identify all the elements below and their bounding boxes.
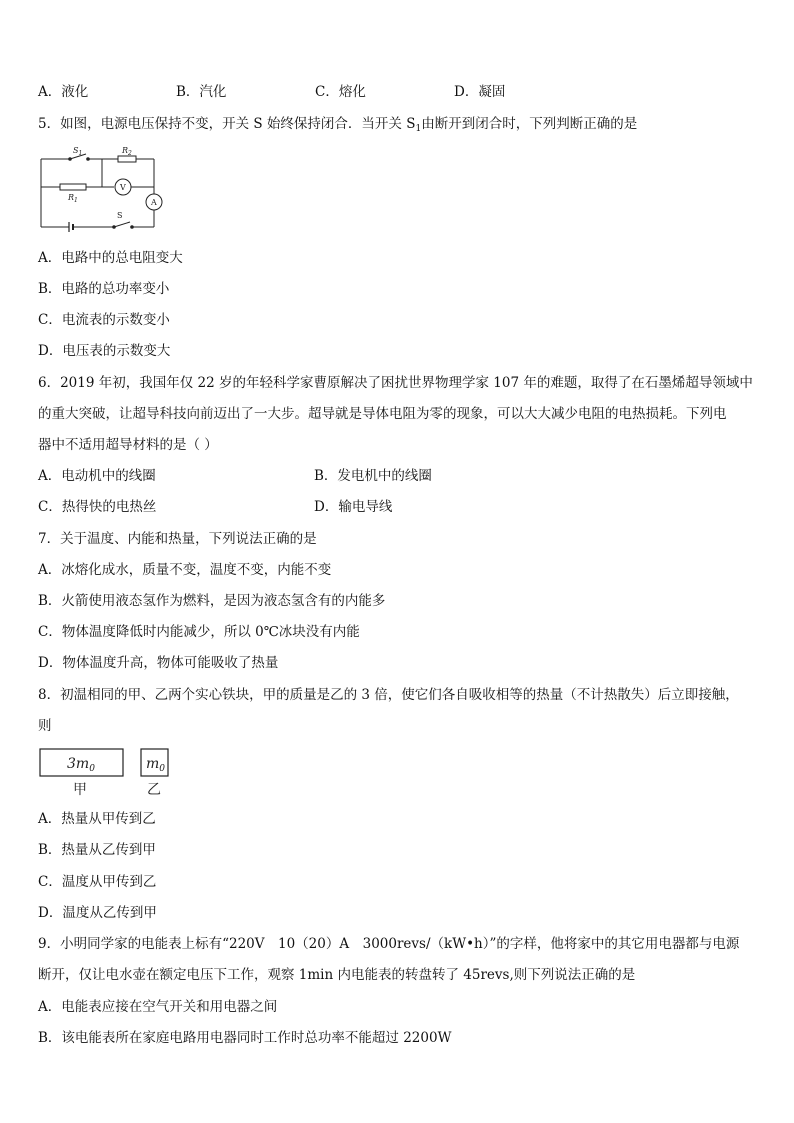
q6-option-a: A．电动机中的线圈 <box>38 468 156 484</box>
q5-stem-part-b: 由断开到闭合时，下列判断正确的是 <box>421 116 638 132</box>
q7-option-a: A．冰熔化成水，质量不变，温度不变，内能不变 <box>38 562 332 578</box>
q5-stem-part-a: 5．如图，电源电压保持不变，开关 S 始终保持闭合．当开关 S <box>38 116 416 132</box>
q4-option-b: B．汽化 <box>176 84 227 100</box>
q8-option-d: D．温度从乙传到甲 <box>38 905 157 921</box>
q8-option-a: A．热量从甲传到乙 <box>38 811 156 827</box>
r2-resistor <box>118 156 136 162</box>
q7-option-b: B．火箭使用液态氢作为燃料，是因为液态氢含有的内能多 <box>38 593 386 609</box>
block-yi-mass: m <box>146 756 160 772</box>
s1-label-sub: 1 <box>78 150 83 157</box>
q8-stem-line-1: 8．初温相同的甲、乙两个实心铁块，甲的质量是乙的 3 倍，使它们各自吸收相等的热量（不计热散失）后立即接触， <box>38 687 739 703</box>
q4-option-c: C．熔化 <box>315 84 366 100</box>
q7-stem: 7．关于温度、内能和热量，下列说法正确的是 <box>38 531 317 547</box>
q6-stem-line-2: 的重大突破，让超导科技向前迈出了一大步。超导就是导体电阻为零的现象，可以大大减少电阻的电热损耗。下列电 <box>38 406 727 422</box>
r1-label: R <box>68 193 75 202</box>
r2-label-sub: 2 <box>128 150 132 157</box>
q5-option-c: C．电流表的示数变小 <box>38 312 170 328</box>
svg-text:m0 <box>146 756 165 774</box>
q5-option-b: B．电路的总功率变小 <box>38 281 170 297</box>
q6-option-c: C．热得快的电热丝 <box>38 499 157 515</box>
q7-option-d: D．物体温度升高，物体可能吸收了热量 <box>38 655 279 671</box>
q4-option-d: D．凝固 <box>454 84 506 100</box>
q8-iron-blocks-figure <box>36 745 176 797</box>
s-switch-blade <box>114 222 130 227</box>
r1-resistor <box>60 184 86 190</box>
r2-label: R <box>122 146 129 155</box>
q8-option-c: C．温度从甲传到乙 <box>38 874 157 890</box>
q9-stem-line-2: 断开，仅让电水壶在额定电压下工作，观察 1min 内电能表的转盘转了 45revs,则下列说法正确的是 <box>38 967 636 983</box>
label-jia: 甲 <box>73 782 87 797</box>
q4-option-a: A．液化 <box>38 84 89 100</box>
block-jia-mass-sub: 0 <box>89 764 95 774</box>
svg-text:R2 <box>121 146 132 157</box>
q5-stem-subscript: 1 <box>415 124 422 134</box>
q9-option-a: A．电能表应接在空气开关和用电器之间 <box>38 999 278 1015</box>
q5-option-d: D．电压表的示数变大 <box>38 343 171 359</box>
q5-option-a: A．电路中的总电阻变大 <box>38 250 183 266</box>
q6-stem-line-1: 6．2019 年初，我国年仅 22 岁的年轻科学家曹原解决了困扰世界物理学家 107 年的难题，取得了在石墨烯超导领域中 <box>38 375 753 391</box>
q8-stem-line-2: 则 <box>38 718 52 734</box>
q7-option-c: C．物体温度降低时内能减少，所以 0℃冰块没有内能 <box>38 624 360 640</box>
q5-stem <box>38 114 637 139</box>
svg-text:R1 <box>67 193 78 204</box>
q9-option-b: B．该电能表所在家庭电路用电器同时工作时总功率不能超过 2200W <box>38 1030 452 1046</box>
label-yi: 乙 <box>147 782 161 797</box>
q5-circuit-diagram <box>36 143 168 243</box>
block-jia-mass: 3m <box>67 756 90 772</box>
s-label: S <box>117 211 123 220</box>
q6-option-b: B．发电机中的线圈 <box>314 468 432 484</box>
r1-label-sub: 1 <box>74 197 78 204</box>
q8-option-b: B．热量从乙传到甲 <box>38 842 156 858</box>
svg-text:S1 <box>73 146 82 157</box>
q6-option-d: D．输电导线 <box>314 499 393 515</box>
svg-text:3m0 <box>67 756 95 774</box>
q6-stem-line-3: 器中不适用超导材料的是（ ） <box>38 437 218 453</box>
s1-label: S <box>73 146 79 155</box>
block-yi-mass-sub: 0 <box>159 764 166 774</box>
ammeter-label: A <box>151 198 157 207</box>
voltmeter-label: V <box>120 183 126 192</box>
q9-stem-line-1: 9．小明同学家的电能表上标有“220V 10（20）A 3000revs/（kW•h）”的字样，他将家中的其它用电器都与电源 <box>38 936 740 952</box>
